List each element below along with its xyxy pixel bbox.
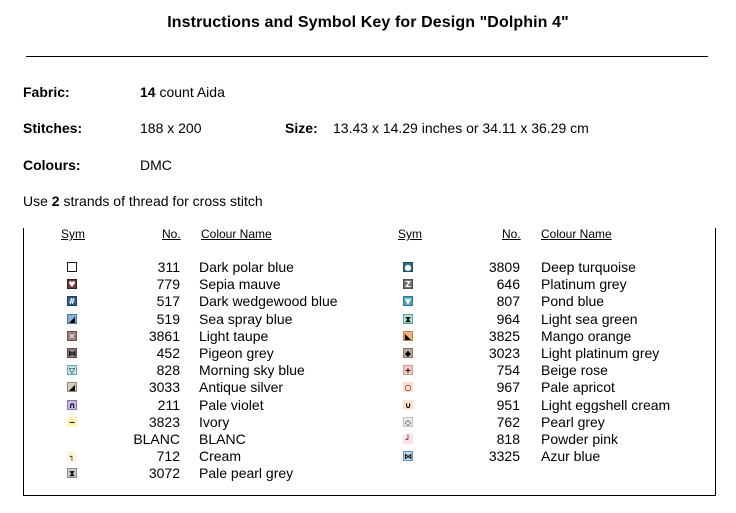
header-name-right: Colour Name [541, 227, 612, 241]
colour-name: Azur blue [541, 448, 601, 465]
fabric-type: count Aida [155, 84, 225, 100]
colour-symbol-icon: ⧗ [403, 314, 413, 324]
header-no-right: No. [502, 227, 521, 241]
dmc-number: 951 [496, 396, 520, 413]
colour-name: Pale violet [199, 396, 264, 413]
colour-symbol-icon: ◆ [404, 349, 412, 358]
colour-name: Ivory [199, 413, 230, 430]
dmc-number: BLANC [133, 431, 180, 447]
dmc-number: 754 [496, 362, 520, 379]
colour-symbol-icon: ⋈ [404, 452, 412, 462]
dmc-number: 762 [496, 413, 520, 430]
colour-symbol-icon: ◇ [404, 417, 412, 427]
colour-symbol-icon: ⋈ [68, 349, 76, 358]
dmc-number: 517 [156, 293, 180, 310]
fabric-label: Fabric: [23, 84, 70, 100]
dmc-number: 3023 [488, 345, 520, 361]
colour-symbol-icon: ✕ [68, 331, 76, 341]
dmc-number: 828 [156, 362, 180, 379]
colour-name: Morning sky blue [199, 362, 305, 379]
dmc-number: 3825 [488, 327, 520, 344]
colour-symbol-icon: ● [404, 263, 412, 272]
colour-name: Light sea green [541, 310, 638, 327]
dmc-number: 3033 [148, 379, 180, 396]
colour-name: Deep turquoise [541, 259, 636, 275]
strands-suffix: strands of thread for cross stitch [59, 193, 263, 209]
colour-name: Pale pearl grey [199, 465, 294, 482]
colour-symbol-icon: ◢ [68, 383, 76, 393]
colour-symbol-icon: ┘ [403, 434, 413, 444]
stitches-label: Stitches: [23, 120, 83, 136]
colour-name: Sea spray blue [199, 310, 293, 327]
dmc-number: 3325 [488, 448, 520, 465]
colour-name: Dark polar blue [199, 259, 294, 275]
colour-name: Pond blue [541, 293, 605, 310]
page-title: Instructions and Symbol Key for Design "Dolphin 4" [167, 14, 569, 31]
colour-name: Antique silver [199, 379, 284, 396]
dmc-number: 646 [496, 276, 520, 293]
colour-name: Pearl grey [541, 413, 605, 430]
colour-symbol-icon: Z [403, 279, 413, 289]
dmc-number: 3072 [148, 465, 180, 482]
dmc-number: 712 [156, 448, 180, 465]
colour-name: Dark wedgewood blue [199, 293, 338, 310]
strands-count: 2 [51, 193, 60, 209]
colour-name: Light eggshell cream [541, 396, 671, 413]
header-name-left: Colour Name [201, 227, 272, 241]
colour-name: Sepia mauve [199, 276, 281, 293]
colour-symbol-icon: ◣ [404, 331, 412, 341]
header-no-left: No. [162, 227, 181, 241]
colour-symbol-icon: ⧗ [67, 468, 77, 478]
colour-name: Powder pink [541, 431, 619, 447]
fabric-value [140, 84, 225, 100]
dmc-number: 3809 [488, 259, 520, 275]
colour-name: Mango orange [541, 327, 632, 344]
colour-symbol-icon: ▼ [404, 297, 412, 307]
title-divider [26, 56, 708, 57]
dmc-number: 211 [157, 396, 180, 413]
colour-name: Pigeon grey [199, 345, 274, 361]
size-label: Size: [285, 120, 318, 136]
colour-name: Light platinum grey [541, 345, 660, 361]
colour-symbol-icon: # [68, 297, 76, 307]
strands-instruction [23, 193, 263, 209]
colour-symbol-icon: ♥ [68, 280, 76, 290]
dmc-number: 964 [496, 310, 520, 327]
dmc-number: 779 [156, 276, 180, 293]
colours-value: DMC [140, 157, 172, 173]
dmc-number: 3823 [148, 413, 180, 430]
dmc-number: 3861 [148, 327, 180, 344]
colour-name: Pale apricot [541, 379, 615, 396]
colour-symbol-icon: − [68, 417, 76, 427]
fabric-count: 14 [140, 84, 156, 100]
colour-symbol-icon: + [404, 366, 412, 376]
colour-symbol-icon: ◢ [68, 314, 76, 324]
colour-name: Cream [199, 448, 242, 465]
stitches-value: 188 x 200 [140, 120, 202, 136]
dmc-number: 807 [496, 293, 520, 310]
colour-symbol-icon: ∪ [404, 400, 412, 410]
dmc-number: 967 [496, 379, 520, 396]
colour-name: Platinum grey [541, 276, 627, 293]
dmc-number: 818 [496, 431, 520, 447]
dmc-number: 452 [156, 345, 180, 361]
colour-symbol-icon: ∩ [68, 400, 76, 410]
dmc-number: 311 [157, 259, 180, 275]
colour-symbol-icon [67, 262, 77, 272]
colour-name: BLANC [199, 431, 246, 447]
header-sym-left: Sym [61, 227, 85, 241]
colour-symbol-icon [67, 434, 77, 444]
colour-name: Beige rose [541, 362, 608, 379]
colour-symbol-icon: ▽ [68, 366, 76, 376]
strands-prefix: Use [23, 193, 52, 209]
colour-symbol-icon: ┐ [67, 451, 77, 461]
dmc-number: 519 [156, 310, 180, 327]
colours-label: Colours: [23, 157, 81, 173]
colour-symbol-icon: ○ [404, 383, 412, 393]
size-value: 13.43 x 14.29 inches or 34.11 x 36.29 cm [333, 120, 589, 136]
header-sym-right: Sym [398, 227, 422, 241]
colour-name: Light taupe [199, 327, 269, 344]
